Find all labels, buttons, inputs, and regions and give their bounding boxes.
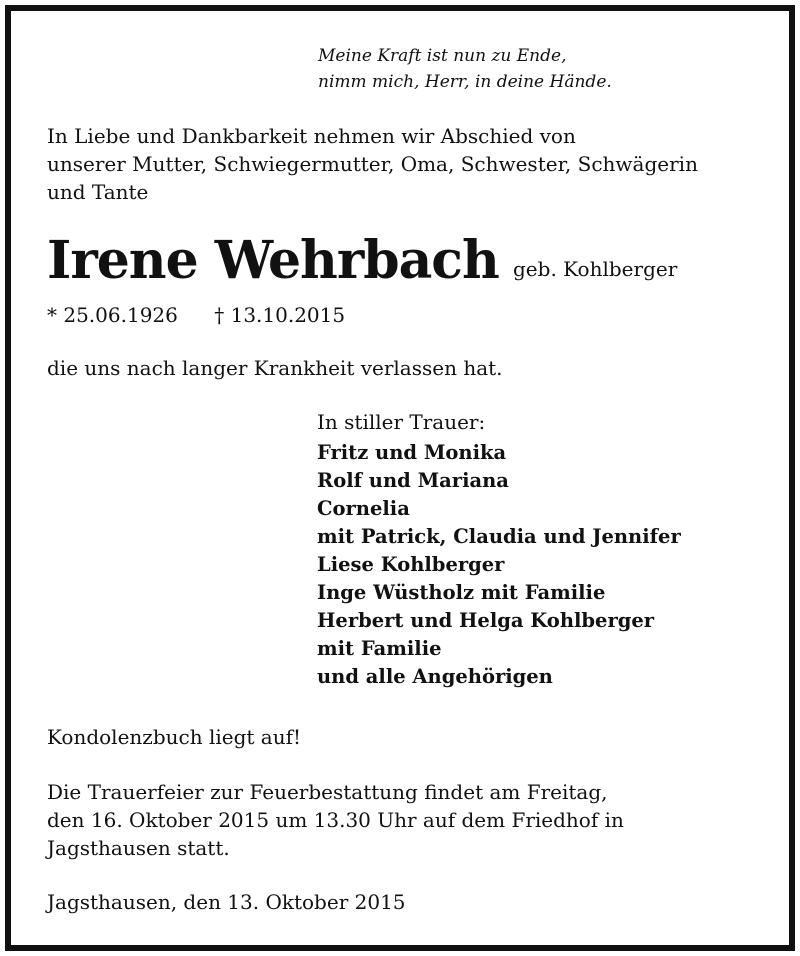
place-and-date: Jagsthausen, den 13. Oktober 2015 [47, 890, 406, 914]
departure-note: die uns nach langer Krankheit verlassen hat. [47, 356, 503, 380]
mourners-heading: In stiller Trauer: [317, 410, 486, 434]
intro-text [47, 122, 698, 206]
mourners-list [317, 439, 681, 691]
life-dates [47, 301, 345, 329]
motto-line: Meine Kraft ist nun zu Ende, [318, 46, 567, 66]
deceased-name: Irene Wehrbach [47, 230, 499, 291]
motto-verse [318, 43, 612, 95]
birth-date: * 25.06.1926 [47, 303, 178, 327]
death-date: † 13.10.2015 [214, 303, 346, 327]
service-line: Jagsthausen statt. [47, 836, 230, 860]
mourner-line: mit Familie [317, 637, 442, 660]
mourner-line: Fritz und Monika [317, 441, 507, 464]
mourner-line: und alle Angehörigen [317, 665, 553, 688]
intro-line: und Tante [47, 180, 149, 204]
mourner-line: Liese Kohlberger [317, 553, 505, 576]
mourner-line: Inge Wüstholz mit Familie [317, 581, 606, 604]
service-line: den 16. Oktober 2015 um 13.30 Uhr auf dem Friedhof in [47, 808, 624, 832]
intro-line: In Liebe und Dankbarkeit nehmen wir Abschied von [47, 124, 576, 148]
service-line: Die Trauerfeier zur Feuerbestattung findet am Freitag, [47, 780, 608, 804]
funeral-service-info [47, 778, 624, 862]
mourner-line: Rolf und Mariana [317, 469, 509, 492]
mourner-line: Cornelia [317, 497, 410, 520]
motto-line: nimm mich, Herr, in deine Hände. [318, 72, 612, 92]
mourner-line: Herbert und Helga Kohlberger [317, 609, 655, 632]
mourner-line: mit Patrick, Claudia und Jennifer [317, 525, 681, 548]
birth-name: geb. Kohlberger [513, 257, 678, 281]
intro-line: unserer Mutter, Schwiegermutter, Oma, Schwester, Schwägerin [47, 152, 698, 176]
condolence-note: Kondolenzbuch liegt auf! [47, 725, 302, 749]
obituary-notice [5, 5, 795, 951]
